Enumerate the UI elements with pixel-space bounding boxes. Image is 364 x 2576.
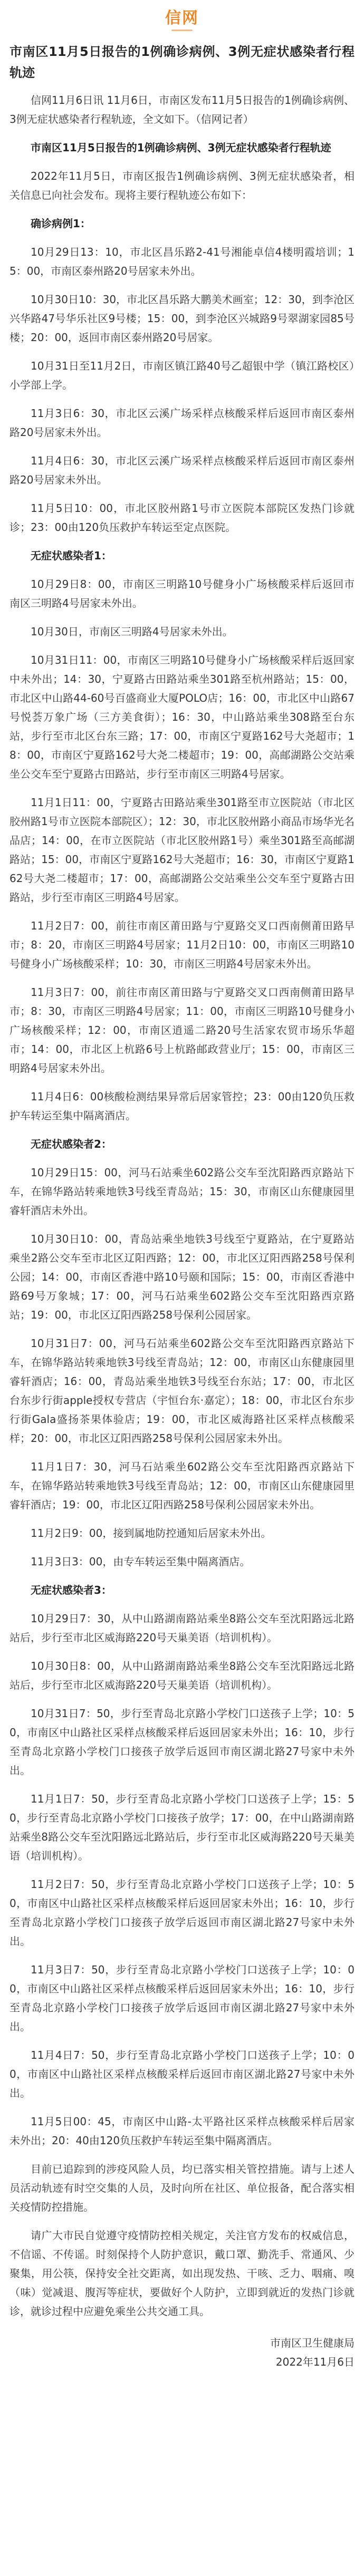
itinerary-entry: 10月30日10：30，市北区昌乐路大鹏美术画室；12：30，到李沧区兴华路47号华乐社区9号楼；15：00，到李沧区兴城路9号翠湖家园85号楼；20：00，返回市南区泰州路20号居家。 [9, 293, 355, 344]
site-logo: 信网 [165, 8, 199, 27]
itinerary-entry: 11月2日7：50，步行至青岛北京路小学校门口送孩子上学；10：50，市南区中山路社区采样点核酸采样后返回居家未外出；16：10，步行至青岛北京路小学校门口接孩子放学后返回市南区湖北路27号家中未外出。 [9, 1878, 355, 1948]
site-header [9, 0, 355, 37]
itinerary-entry: 10月31日7：00，河马石站乘坐602路公交车至沈阳路西京路站下车，在锦华路站转乘地铁3号线至青岛站；12：00，市南区山东健康园里睿轩酒店；16：00，青岛站乘坐地铁3号线至台东站；17：00，市北区台东步行街apple授权专营店（宇恒台东·嘉定）；18：00，市北区台东步行街Gala盛扬茶果体验店；19：00，市北区威海路社区采样点核酸采样；20：00，市北区辽阳西路258号保利公园居家未外出。 [9, 1337, 355, 1445]
itinerary-entry: 11月5日00：45，市南区中山路-太平路社区采样点核酸采样后居家未外出；20：40由120负压救护车转运至集中隔离酒店。 [9, 2115, 355, 2147]
case-heading: 确诊病例1： [31, 217, 91, 230]
article-subtitle: 市南区11月5日报告的1例确诊病例、3例无症状感染者行程轨迹 [31, 141, 331, 154]
signature-date: 2022年11月6日 [275, 2356, 355, 2368]
case-section [9, 546, 355, 1125]
closing-paragraph: 目前已追踪到的涉疫风险人员，均已落实相关管控措施。请与上述人员活动轨迹有时空交集的人员，及时向所在社区、单位报备，配合落实相关疫情防控措施。 [9, 2163, 355, 2213]
itinerary-entry: 11月3日3：00，由专车转运至集中隔离酒店。 [31, 1555, 251, 1568]
case-heading: 无症状感染者1： [31, 549, 112, 562]
itinerary-entry: 11月1日11：00，宁夏路古田路站乘坐301路至市立医院站（市北区胶州路1号市立医院本部院区）；12：30，市北区胶州路小商品市场华光名品店；14：00，在市立医院站（市北区胶州路1号）乘坐301路至高邮湖路站；15：00，市南区宁夏路162号大尧超市；16：30，市南区宁夏路162号大尧二楼超市；17：00，高邮湖路公交站乘坐公交车至宁夏路古田路站，步行至市南区三明路4号居家。 [9, 796, 355, 904]
logo-underline-mark [171, 30, 193, 31]
itinerary-entry: 11月1日7：50，步行至青岛北京路小学校门口送孩子上学；15：50，步行至青岛北京路小学校门口接孩子放学；17：00，在中山路湖南路站乘坐8路公交车至沈阳路远北路站后，步行至市北区威海路220号天巢美语（培训机构）。 [9, 1793, 355, 1862]
itinerary-entry: 10月29日13：10，市北区昌乐路2-41号湘能卓信4楼明霞培训；15：00，市南区泰州路20号居家未外出。 [9, 246, 355, 277]
case-section [9, 1135, 355, 1571]
itinerary-entry: 11月4日7：50，步行至青岛北京路小学校门口送孩子上学；10：00，市南区中山路社区采样点核酸采样后返回市南区湖北路27号家中未外出。 [9, 2049, 355, 2099]
itinerary-entry: 11月4日6：00核酸检测结果异常后居家管控；23：00由120负压救护车转运至集中隔离酒店。 [9, 1090, 355, 1122]
itinerary-entry: 11月1日7：30，河马石站乘坐602路公交车至沈阳路西京路站下车，在锦华路站转乘地铁3号线至青岛站；12：00，市南区山东健康园里睿轩酒店；19：00，市北区辽阳西路258号保利公园居家未外出。 [9, 1460, 355, 1511]
itinerary-entry: 10月31日至11月2日，市南区镇江路40号乙超银中学（镇江路校区）小学部上学。 [9, 360, 355, 391]
article-lead: 信网11月6日讯 11月6日，市南区发布11月5日报告的1例确诊病例、3例无症状感染者行程轨迹，全文如下。（信网记者） [9, 94, 355, 125]
itinerary-entry: 10月30日10：00，青岛站乘坐地铁3号线至宁夏路站，在宁夏路站乘坐2路公交车至市北区辽阳西路；12：00，市北区辽阳西路258号保利公园；14：00，市南区香港中路10号颐和国际；15：00，市南区香港中路69号万象城；17：00，河马石站乘坐602路公交车至沈阳路西京路站；19：00，市北区辽阳西路258号保利公园居家。 [9, 1233, 355, 1321]
case-section [9, 1581, 355, 2150]
article-title: 市南区11月5日报告的1例确诊病例、3例无症状感染者行程轨迹 [9, 44, 355, 80]
case-section [9, 214, 355, 537]
itinerary-entry: 11月4日6：30，市北区云溪广场采样点核酸采样后返回市南区泰州路20号居家未外出。 [9, 454, 355, 486]
case-heading: 无症状感染者3： [31, 1584, 112, 1596]
itinerary-entry: 10月29日15：00，河马石站乘坐602路公交车至沈阳路西京路站下车，在锦华路站转乘地铁3号线至青岛站；15：30，市南区山东健康园里睿轩酒店未外出。 [9, 1166, 355, 1217]
closing-paragraph: 请广大市民自觉遵守疫情防控相关规定，关注官方发布的权威信息，不信谣、不传谣。时刻保持个人防护意识，戴口罩、勤洗手、常通风、少聚集，用公筷，保持安全社交距离，如出现发热、干咳、乏力、咽痛、嗅（味）觉减退、腹泻等症状，要做好个人防护，立即到就近的发热门诊就诊，就诊过程中应避免乘坐公共交通工具。 [9, 2229, 355, 2318]
case-heading: 无症状感染者2： [31, 1138, 112, 1150]
itinerary-entry: 11月3日7：00，前往市南区莆田路与宁夏路交叉口西南侧莆田路早市；8：30，市南区三明路4号居家；11：00，市南区三明路10号健身小广场核酸采样；12：00，市南区逍遥二路20号生活家农贸市场乐华超市；14：00，市北区上杭路6号上杭路邮政营业厅；15：00，市南区三明路4号居家未外出。 [9, 986, 355, 1074]
itinerary-entry: 11月5日10：00，市北区胶州路1号市立医院本部院区发热门诊就诊；23：00由120负压救护车转运至定点医院。 [9, 502, 355, 534]
itinerary-entry: 10月31日11：00，市南区三明路10号健身小广场核酸采样后返回家中未外出；14：30，宁夏路古田路站乘坐301路至杭州路站；15：00，市北区中山路44-60号百盛商业大厦POLO店；16：00，市北区中山路67号悦荟万象广场（三方美食街）；16：30，中山路站乘坐308路至台东站，步行至市北区台东三路；17：00，市南区宁夏路162号大尧超市；18：00，市南区宁夏路162号大尧二楼超市；19：00，高邮湖路公交站乘坐公交车至宁夏路古田路站，步行至市南区三明路4号居家。 [9, 654, 355, 780]
itinerary-entry: 10月29日7：30，从中山路湖南路站乘坐8路公交车至沈阳路远北路站后，步行至市北区威海路220号天巢美语（培训机构）。 [9, 1612, 355, 1644]
signature-org: 市南区卫生健康局 [270, 2337, 355, 2349]
article-signature [9, 2333, 355, 2371]
itinerary-entry: 11月3日7：50，步行至青岛北京路小学校门口送孩子上学；10：00，市南区中山路社区采样点核酸采样后返回居家未外出；16：10，步行至青岛北京路小学校门口接孩子放学后返回市南区湖北路27号家中未外出。 [9, 1963, 355, 2033]
itinerary-entry: 11月3日6：30，市北区云溪广场采样点核酸采样后返回市南区泰州路20号居家未外出。 [9, 407, 355, 439]
itinerary-entry: 11月2日7：00，前往市南区莆田路与宁夏路交叉口西南侧莆田路早市；8：20，市南区三明路4号居家；11月2日10：00，市南区三明路10号健身小广场核酸采样；10：30，市南区三明路4号居家未外出。 [9, 919, 355, 970]
itinerary-entry: 10月29日8：00，市南区三明路10号健身小广场核酸采样后返回市南区三明路4号居家未外出。 [9, 578, 355, 609]
itinerary-entry: 10月30日8：00，从中山路湖南路站乘坐8路公交车至沈阳路远北路站后，步行至市北区威海路220号天巢美语（培训机构）。 [9, 1660, 355, 1691]
article-intro: 2022年11月5日，市南区报告1例确诊病例、3例无症状感染者，相关信息已向社会发布。现将主要行程轨迹公布如下： [9, 170, 355, 201]
itinerary-entry: 10月30日，市南区三明路4号居家未外出。 [31, 625, 233, 638]
itinerary-entry: 11月2日9：00，接到属地防控通知后居家未外出。 [31, 1527, 272, 1539]
itinerary-entry: 10月31日7：50，步行至青岛北京路小学校门口送孩子上学；10：50，市南区中山路社区采样点核酸采样后返回居家未外出；16：10，步行至青岛北京路小学校门口接孩子放学后返回市南区湖北路27号家中未外出。 [9, 1707, 355, 1777]
